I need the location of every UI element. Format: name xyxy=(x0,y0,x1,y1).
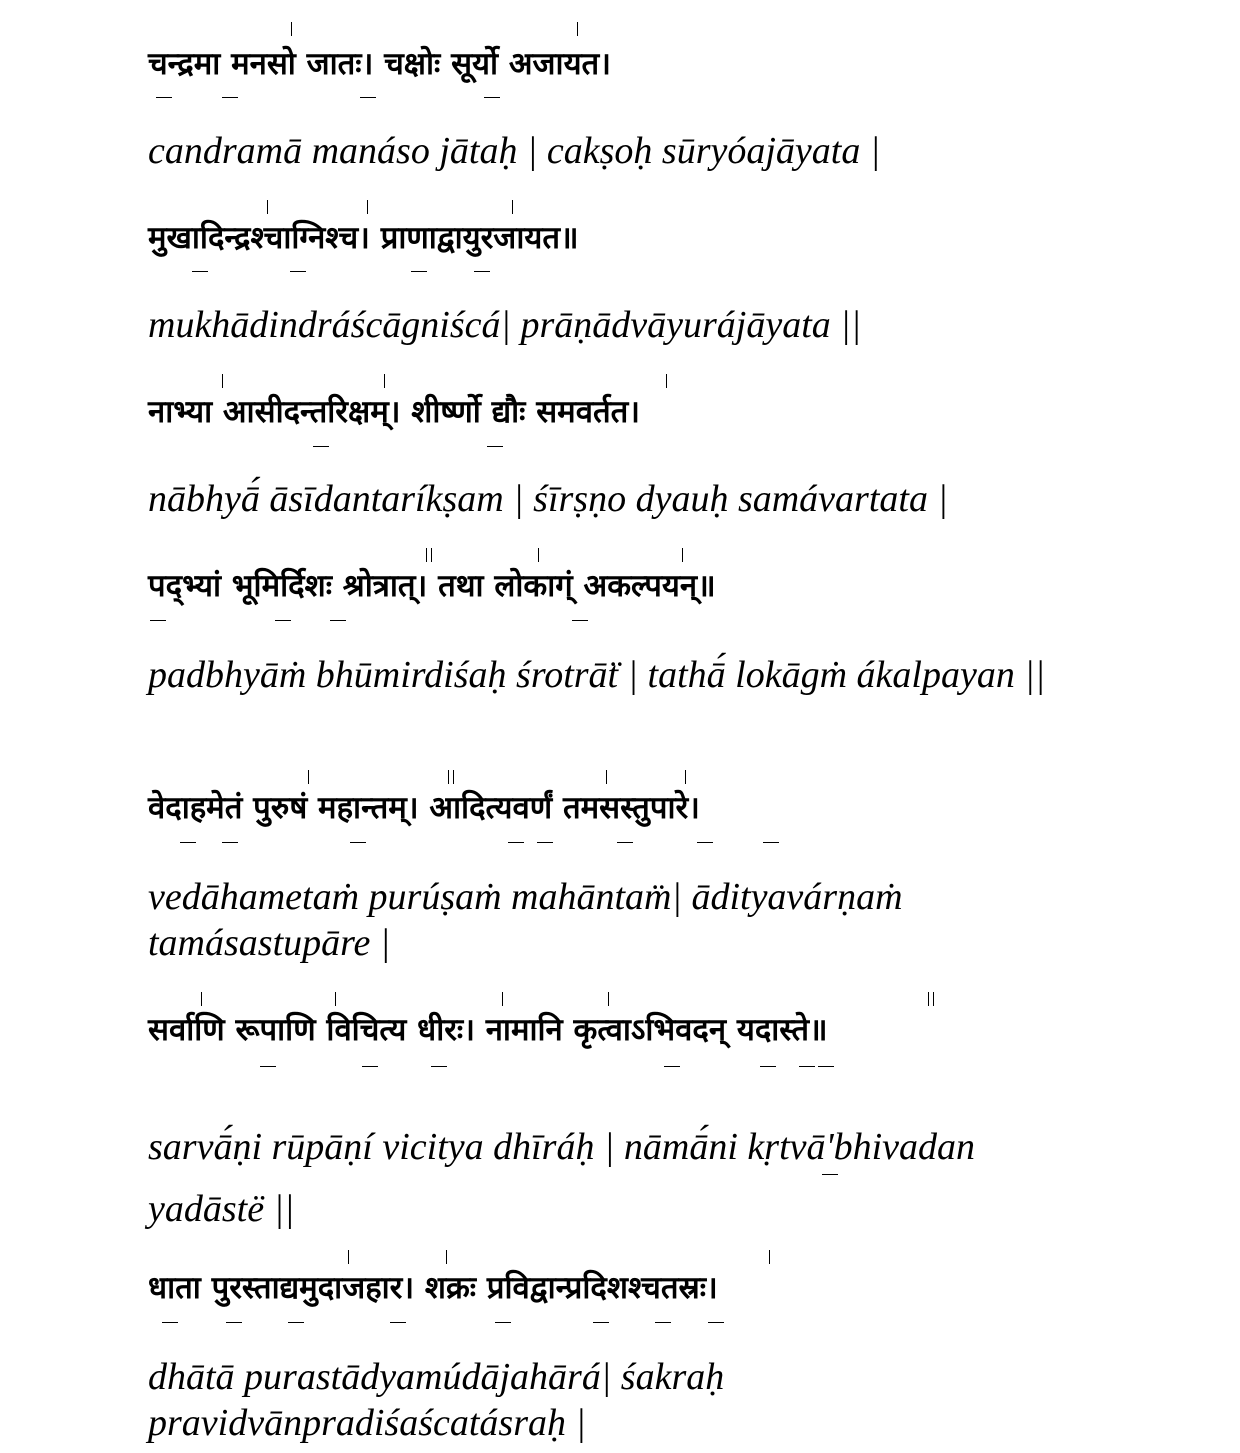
verse-4-devanagari: पद्भ्यां भूमिर्दिशः श्रोत्रात्। तथा लोकाग्ं अकल्पयन्॥ xyxy=(148,568,716,604)
verse-6-transliteration: sarvā́ṇi rūpāṇí vicitya dhīráḥ | nāmā́ni kṛtvā'bhivadan yadāstë || xyxy=(148,1126,976,1230)
verse-6-devanagari: सर्वाणि रूपाणि विचित्य धीरः। नामानि कृत्वाऽभिवदन् यदास्ते॥ xyxy=(148,1012,828,1048)
verse-4-transliteration: padbhyāṁ bhūmirdiśaḥ śrotrā̈t | tathā́ lokāgṁ ákalpayan || xyxy=(148,654,1046,696)
verse-2-transliteration: mukhādindráścāgniścá| prāṇādvāyurájāyata || xyxy=(148,304,862,346)
verse-5-transliteration: vedāhametaṁ purúṣaṁ mahāntam̈| ādityavárṇaṁ tamásastupāre | xyxy=(148,876,903,964)
verse-1-devanagari: चन्द्रमा मनसो जातः। चक्षोः सूर्यो अजायत। xyxy=(148,46,611,82)
verse-7-transliteration: dhātā purastādyamúdājahārá| śakraḥ pravidvānpradiśaścatásraḥ | xyxy=(148,1356,725,1444)
verse-3-transliteration: nābhyā́ āsīdantaríkṣam | śīrṣṇo dyauḥ samávartata | xyxy=(148,478,948,520)
verse-1-transliteration: candramā manáso jātaḥ | cakṣoḥ sūryóajāyata | xyxy=(148,130,881,172)
verse-3-devanagari: नाभ्या आसीदन्तरिक्षम्। शीर्ष्णो द्यौः समवर्तत। xyxy=(148,394,641,430)
verse-2-devanagari: मुखादिन्द्रश्चाग्निश्च। प्राणाद्वायुरजायत॥ xyxy=(148,220,579,256)
verse-5-devanagari: वेदाहमेतं पुरुषं महान्तम्। आदित्यवर्णं तमसस्तुपारे। xyxy=(148,790,700,826)
verse-7-devanagari: धाता पुरस्ताद्यमुदाजहार। शक्रः प्रविद्वान्प्रदिशश्चतस्रः। xyxy=(148,1270,718,1306)
